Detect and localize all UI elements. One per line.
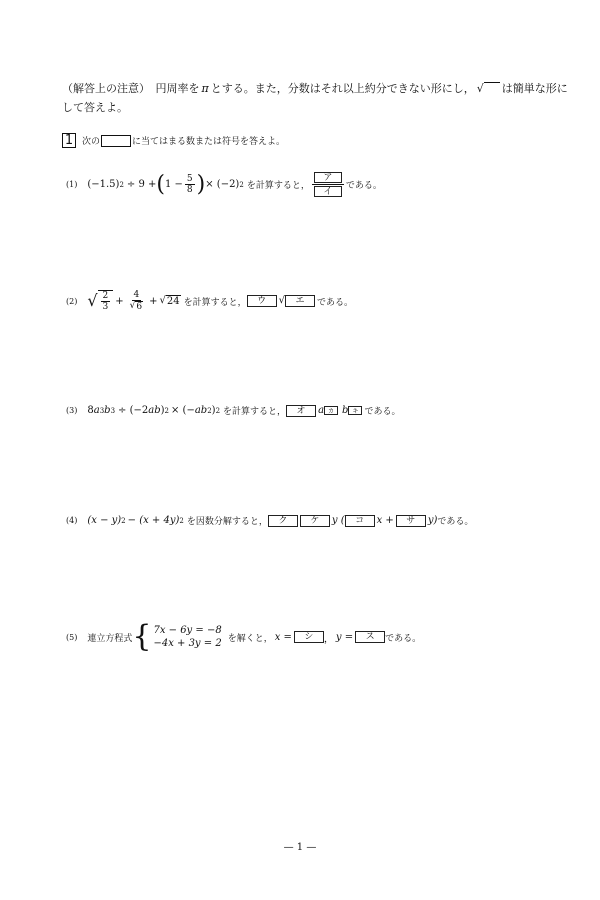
brace-icon: {: [132, 619, 152, 654]
answer-box-sa[interactable]: サ: [396, 515, 426, 527]
sqrt-symbol-icon: √: [477, 82, 500, 95]
q1-frac-den: 8: [186, 185, 193, 195]
q1-expr-c: × (−2): [205, 179, 240, 190]
answer-box-su[interactable]: ス: [355, 631, 385, 643]
q2-sqrt-1: √ $\frac{2}{3}$: [87, 290, 113, 312]
q4-y-open: y (: [331, 515, 345, 526]
question-5: [66, 619, 422, 654]
q2-tail: である。: [317, 297, 354, 308]
q1-expr-d: を計算すると，: [246, 181, 310, 191]
blank-box-icon: [101, 135, 131, 147]
q4-y-close: y): [427, 515, 438, 526]
answer-box-ko[interactable]: コ: [345, 515, 375, 527]
question-4-number: (4): [66, 516, 78, 525]
q2-mid: を計算すると，: [183, 297, 247, 308]
section-header: [62, 133, 285, 148]
q3-expr-b: ÷ (−2: [118, 405, 149, 416]
q5-eq1: 7x − 6y = −8: [153, 625, 222, 636]
answer-box-u[interactable]: ウ: [247, 295, 277, 307]
q4-exp-a: 2: [121, 516, 126, 525]
question-3-number: (3): [66, 406, 78, 415]
q5-system: [153, 624, 221, 650]
q5-mid: を解くと，: [227, 633, 273, 644]
q2-f1-den: 3: [102, 302, 109, 312]
answer-box-shi[interactable]: シ: [294, 631, 324, 643]
q1-fraction: [185, 174, 195, 195]
q4-exp-b: 2: [179, 516, 184, 525]
question-1: [66, 172, 382, 197]
q5-x-eq: x =: [274, 631, 292, 643]
q3-tail: である。: [364, 407, 401, 417]
q4-expr-b: − (x + 4y): [127, 515, 180, 526]
q1-expr-b: ÷ 9 +: [126, 179, 157, 190]
q2-plus-1: +: [115, 295, 124, 307]
answer-box-ke[interactable]: ケ: [300, 515, 330, 527]
question-5-number: (5): [66, 632, 78, 642]
section-text-b: に当てはまる数または符号を答えよ。: [132, 137, 286, 147]
answer-box-ki[interactable]: キ: [348, 406, 362, 415]
q4-mid: を因数分解すると，: [186, 517, 268, 527]
q5-comma: ，: [323, 633, 334, 645]
q5-label: 連立方程式: [87, 633, 133, 644]
q2-f2-den-value: 6: [136, 302, 143, 312]
answer-box-ku[interactable]: ク: [268, 515, 298, 527]
q3-expr-e: ): [211, 405, 216, 416]
instructions-line-2: して答えよ。: [62, 101, 128, 114]
q2-plus-2: +: [149, 295, 158, 307]
q3-ab: ab: [148, 405, 161, 416]
page-number: — 1 —: [283, 842, 317, 853]
q3-b: b: [104, 405, 111, 416]
q4-tail: である。: [437, 517, 474, 527]
q3-exp-b: 3: [110, 406, 116, 415]
q1-frac-num: 5: [186, 174, 193, 184]
q1-answer-fraction: [312, 172, 344, 197]
q2-f1-num: 2: [102, 291, 109, 301]
q2-answer-sqrt: √ エ: [279, 295, 315, 307]
q3-exp-d: 2: [207, 406, 212, 415]
section-number: 1: [62, 133, 76, 148]
q3-exp-c: 2: [164, 406, 169, 415]
question-4: [66, 514, 473, 527]
q3-expr-d: × (−: [170, 405, 195, 416]
q1-exp-a: 2: [119, 180, 124, 189]
question-1-number: (1): [66, 180, 78, 189]
q3-mid: を計算すると，: [223, 407, 287, 417]
close-paren: ): [196, 171, 206, 197]
instructions-line-1: [62, 80, 568, 96]
answer-box-i[interactable]: イ: [314, 186, 342, 197]
q3-exp-a: 3: [99, 406, 105, 415]
q2-sqrt-24: √ 24: [159, 295, 180, 307]
q2-frac-2: [128, 290, 145, 312]
q2-root24-value: 24: [166, 296, 180, 307]
q5-y-eq: y =: [335, 631, 354, 643]
answer-box-o[interactable]: オ: [286, 405, 316, 417]
q2-f2-num: 4: [133, 290, 140, 300]
question-2-number: (2): [66, 296, 78, 306]
instructions-text-b: とする。また，分数はそれ以上約分できない形にし，: [210, 82, 475, 95]
open-paren: (: [156, 171, 165, 197]
q2-frac-1: [101, 291, 111, 312]
q2-f2-den: √ 6: [129, 301, 143, 312]
q3-exp-e: 2: [215, 406, 221, 415]
section-text-a: 次の: [82, 137, 101, 147]
q4-x-plus: x +: [376, 515, 394, 526]
q3-ab2: ab: [194, 405, 208, 416]
q1-tail: である。: [345, 181, 382, 191]
instructions-text-c: は簡単な形に: [501, 82, 568, 95]
answer-box-ka[interactable]: カ: [324, 406, 338, 415]
q3-answer-a: a: [318, 405, 325, 416]
pi-symbol: π: [201, 81, 209, 95]
q1-expr-a: (−1.5): [87, 179, 120, 190]
question-3: [66, 404, 400, 417]
q3-expr-c: ): [160, 405, 165, 416]
answer-box-a[interactable]: ア: [314, 172, 342, 183]
q3-expr-a: 8: [87, 405, 94, 416]
q4-expr-a: (x − y): [87, 515, 122, 526]
q3-a: a: [93, 405, 100, 416]
q3-answer-b: b: [342, 405, 349, 416]
instructions-text-a: （解答上の注意） 円周率を: [62, 82, 200, 95]
q5-eq2: −4x + 3y = 2: [153, 638, 222, 649]
q1-one-minus: 1 −: [164, 179, 183, 190]
q1-exp-c: 2: [239, 180, 244, 189]
question-2: [66, 290, 353, 312]
q5-tail: である。: [385, 633, 422, 644]
answer-box-e[interactable]: エ: [285, 295, 315, 307]
